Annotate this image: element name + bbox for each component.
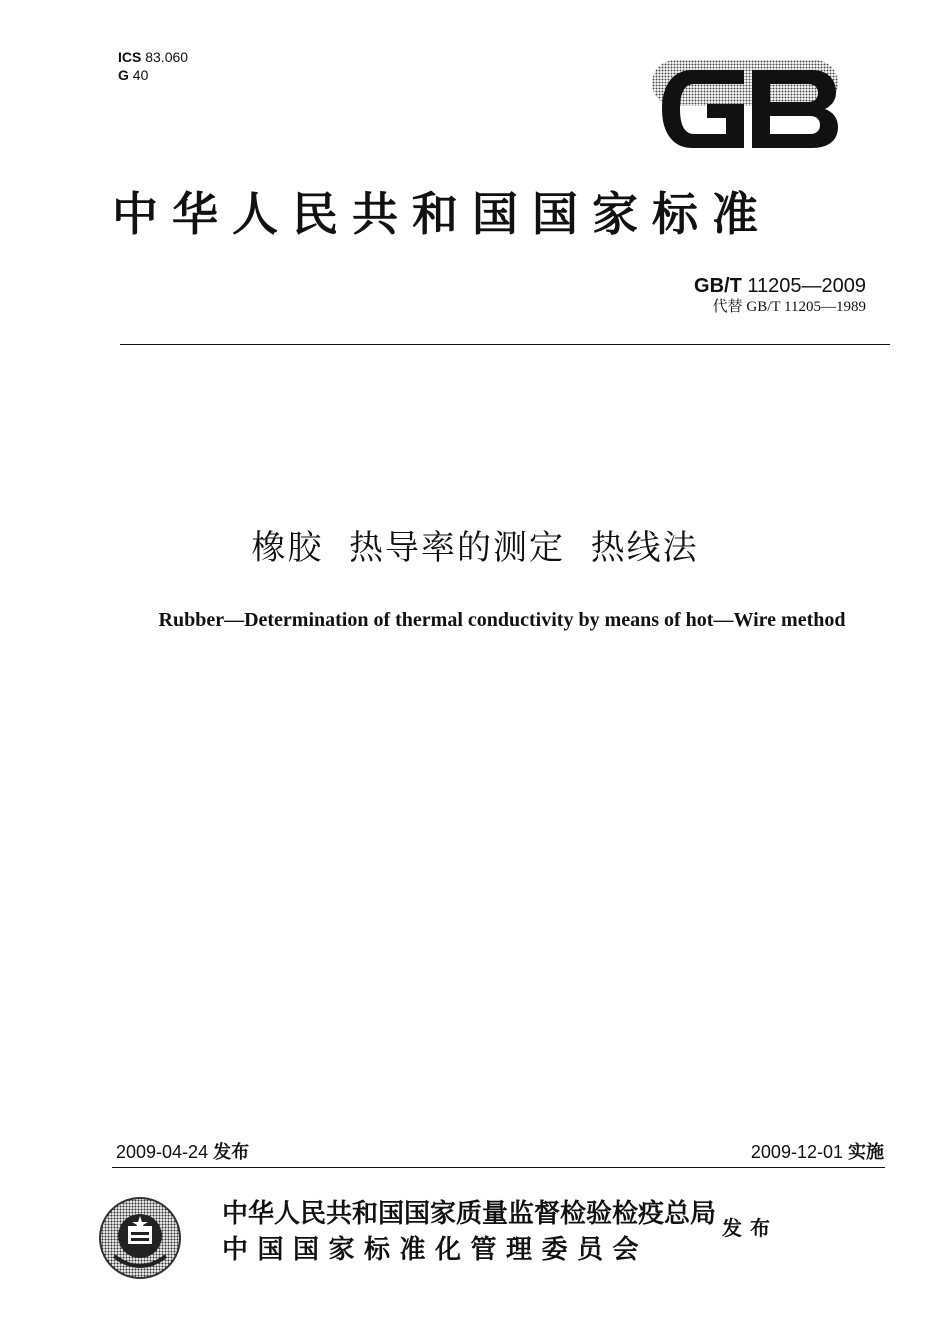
header-divider xyxy=(120,344,890,345)
implement-date: 2009-12-01 xyxy=(750,1142,843,1162)
ccs-line xyxy=(118,66,188,84)
ics-line xyxy=(118,48,188,66)
title-chinese: 橡胶 热导率的测定 热线法 xyxy=(251,528,699,568)
implement-date-line xyxy=(751,1138,884,1167)
issuer-line-1: 中华人民共和国国家质量监督检验检疫总局 xyxy=(222,1199,717,1229)
standard-number-block xyxy=(694,274,866,316)
replaces-standard: 代替 GB/T 11205—1989 xyxy=(712,299,866,315)
standard-number xyxy=(694,274,866,298)
issue-date-line xyxy=(116,1138,249,1167)
publish-label: 发布 xyxy=(722,1216,778,1240)
implement-label: 实施 xyxy=(848,1142,884,1163)
classification-codes xyxy=(118,48,188,84)
gb-logo-icon xyxy=(652,60,842,158)
issue-date: 2009-04-24 xyxy=(116,1142,209,1162)
title-english: Rubber—Determination of thermal conductivity by means of hot—Wire method xyxy=(158,609,846,631)
footer-divider xyxy=(112,1167,885,1168)
ccs-code: 40 xyxy=(132,67,149,83)
issue-label: 发布 xyxy=(213,1142,250,1163)
national-standard-heading: 中华人民共和国国家标准 xyxy=(112,187,772,241)
ics-code: 83.060 xyxy=(145,49,189,65)
issuer-line-2: 中国国家标准化管理委员会 xyxy=(222,1235,649,1265)
ics-label: ICS xyxy=(118,49,142,65)
ccs-label: G xyxy=(118,67,129,83)
national-emblem-icon xyxy=(98,1196,182,1280)
standard-code: 11205—2009 xyxy=(747,275,866,297)
standard-prefix: GB/T xyxy=(694,275,742,297)
issuing-authorities xyxy=(222,1196,716,1268)
